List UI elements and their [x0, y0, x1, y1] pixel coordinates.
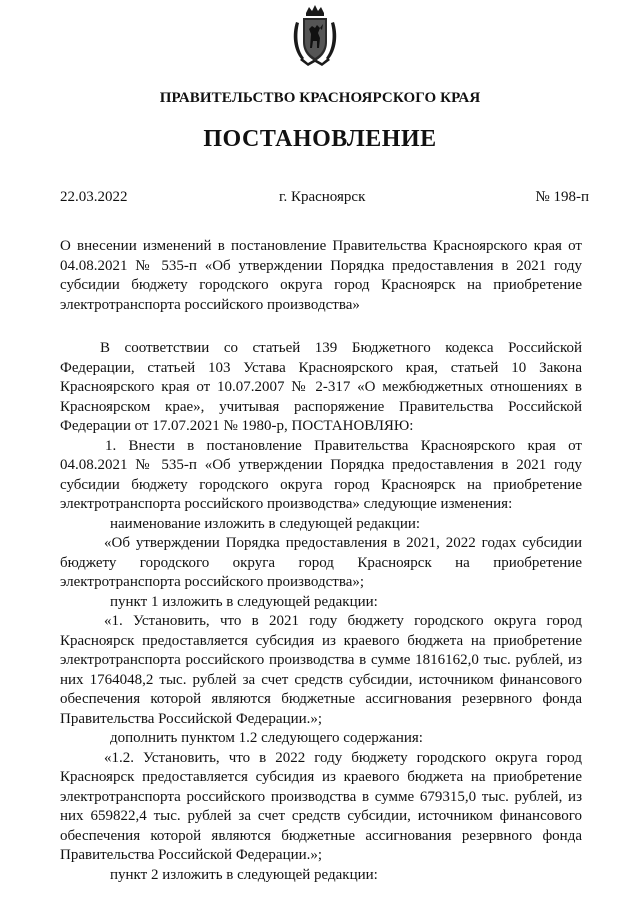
- body-paragraph: «Об утверждении Порядка предоставления в 2021, 2022 годах субсидии бюджету городского округа город Красноярск на приобретение электротранспорта российского производства»;: [60, 535, 582, 590]
- document-body: [60, 339, 582, 885]
- document-type-heading: ПОСТАНОВЛЕНИЕ: [203, 126, 437, 152]
- body-paragraph: «1.2. Установить, что в 2022 году бюджету городского округа город Красноярск предоставляется субсидия из краевого бюджета на приобретение электротранспорта российского производства в сумме 679315,0 тыс. рублей, из них 659822,4 тыс. рублей за счет средств субсидии, источником финансового обеспечения которой являются бюджетные ассигнования резервного фонда Правительства Российской Федерации.»;: [60, 749, 582, 863]
- organization-title: ПРАВИТЕЛЬСТВО КРАСНОЯРСКОГО КРАЯ: [159, 90, 481, 106]
- document-city: г. Красноярск: [279, 189, 366, 205]
- body-paragraph: пункт 2 изложить в следующей редакции:: [110, 866, 378, 883]
- body-paragraph: наименование изложить в следующей редакции:: [110, 515, 421, 532]
- document-date: 22.03.2022: [60, 189, 128, 205]
- body-paragraph: дополнить пунктом 1.2 следующего содержания:: [110, 730, 423, 746]
- document-number: № 198-п: [535, 189, 589, 205]
- body-paragraph: В соответствии со статьей 139 Бюджетного кодекса Российской Федерации, статьей 103 Устава Красноярского края, статьей 10 Закона Красноярского края от 10.07.2007 № 2-317 «О межбюджетных отношениях в Красноярском крае», учитывая распоряжение Правительства Российской Федерации от 17.07.2021 № 1980-р, ПОСТАНОВЛЯЮ:: [60, 340, 582, 434]
- body-paragraph: «1. Установить, что в 2021 году бюджету городского округа город Красноярск предоставляется субсидия из краевого бюджета на приобретение электротранспорта российского производства в сумме 1816162,0 тыс. рублей, из них 1764048,2 тыс. рублей за счет средств субсидии, источником финансового обеспечения которой являются бюджетные ассигнования резервного фонда Правительства Российской Федерации.»;: [60, 613, 582, 727]
- body-paragraph: 1. Внести в постановление Правительства Красноярского края от 04.08.2021 № 535-п «Об утверждении Порядка предоставления в 2021 году субсидии бюджету городского округа город Красноярск на приобретение электротранспорта российского производства» следующие изменения:: [60, 437, 582, 512]
- document-title: О внесении изменений в постановление Правительства Красноярского края от 04.08.2021 № 535-п «Об утверждении Порядка предоставления в 2021 году субсидии бюджету городского округа город Красноярск на приобретение электротранспорта российского производства»: [60, 238, 582, 313]
- krasnoyarsk-coat-of-arms-icon: [290, 4, 340, 70]
- body-paragraph: пункт 1 изложить в следующей редакции:: [110, 593, 378, 610]
